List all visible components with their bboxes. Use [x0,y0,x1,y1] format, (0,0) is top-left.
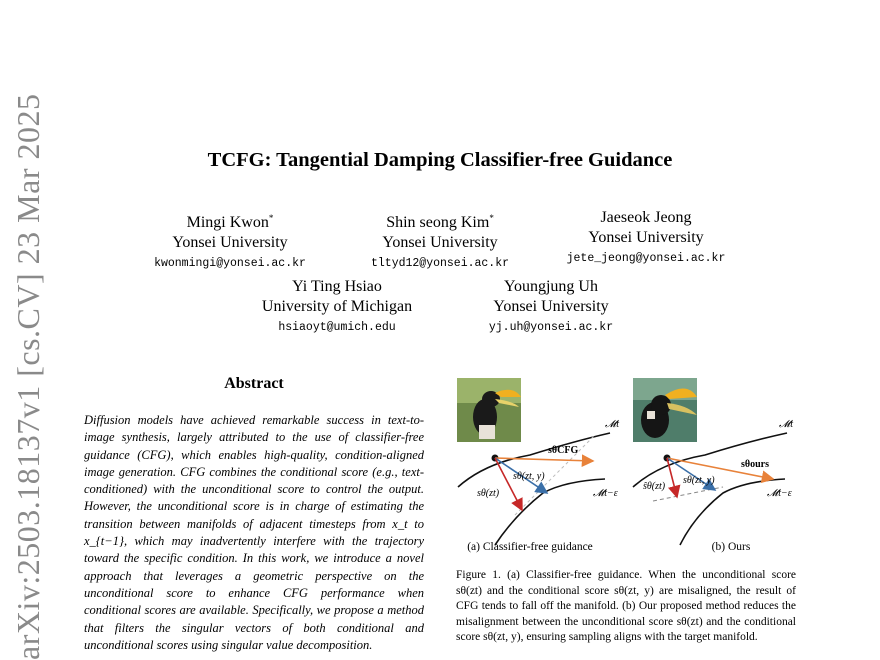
hornbill-photo-b [633,378,697,442]
score-cond-label: sθ(zt, y) [683,475,715,486]
arxiv-identifier: arXiv:2503.18137v1 [cs.CV] 23 Mar 2025 [10,93,46,660]
author-block [340,208,540,275]
figure-caption: Figure 1. (a) Classifier-free guidance. When the unconditional score sθ(zt) and the conditional score sθ(zt, y) are misaligned, the result of CFG tends to fall off the manifold. (b) Our proposed method reduces the misalignment between the unconditional score sθ(zt) and the conditional score sθ(zt, y), ensuring sampling aligns with the target manifold. [456,569,796,644]
manifold-t-label: 𝓜t [779,419,793,430]
author-name: Youngjung Uh [504,278,598,295]
author-block [451,277,651,339]
hornbill-photo-a [457,378,521,442]
score-uncond-label: sθ(zt) [477,488,500,499]
author-name: Yi Ting Hsiao [292,278,382,295]
author-affiliation: University of Michigan [261,298,413,315]
author-email: hsiaoyt@umich.edu [278,321,396,334]
abstract-heading: Abstract [224,375,284,392]
panel-b-caption: (b) Ours [711,541,751,553]
author-affiliation: Yonsei University [382,234,498,251]
score-uncond-arrow [495,458,522,510]
manifold-t-label: 𝓜t [605,419,619,430]
equal-contribution-mark: * [268,213,274,223]
author-block [546,208,746,270]
author-email: yj.uh@yonsei.ac.kr [488,321,614,334]
author-name: Jaeseok Jeong [600,209,692,226]
author-affiliation: Yonsei University [588,229,704,246]
score-cfg-label: sθCFG [548,445,579,456]
author-email: kwonmingi@yonsei.ac.kr [154,257,306,270]
score-cond-label: sθ(zt, y) [513,471,545,482]
figure-1 [455,375,800,555]
manifold-t-eps-label: 𝓜t−ε [593,488,618,499]
author-email: jete_jeong@yonsei.ac.kr [566,252,726,265]
author-affiliation: Yonsei University [493,298,609,315]
author-block [130,208,330,275]
author-email: tltyd12@yonsei.ac.kr [370,257,510,270]
figure-diagram [455,375,800,555]
author-name: Shin seong Kim [386,214,490,231]
score-ours-label: sθours [741,459,770,470]
author-block [237,277,437,339]
equal-contribution-mark: * [489,213,494,223]
paper-title: TCFG: Tangential Damping Classifier-free Guidance [207,149,673,171]
author-name: Mingi Kwon [186,214,269,231]
panel-a-caption: (a) Classifier-free guidance [467,541,593,553]
manifold-t-eps-label: 𝓜t−ε [767,488,792,499]
author-affiliation: Yonsei University [172,234,288,251]
abstract-text: Diffusion models have achieved remarkable success in text-to-image synthesis, largely attributed to the use of classifier-free guidance (CFG), which enables high-quality, condition-aligned image generation. CFG combines the conditional score (e.g., text-conditioned) with the unconditional score to control the output. However, the unconditional score is in charge of estimating the transition between manifolds of adjacent timesteps from x_t to x_{t−1}, which may inadvertently interfere with the trajectory toward the specific condition. In this work, we introduce a novel approach that leverages a geometric perspective on the unconditional score to enhance CFG performance when conditional scores are available. Specifically, we propose a method that filters the singular vectors of both conditional and unconditional scores using singular value decomposition. [84,413,424,652]
score-uncond-label: ŝθ(zt) [643,481,666,492]
